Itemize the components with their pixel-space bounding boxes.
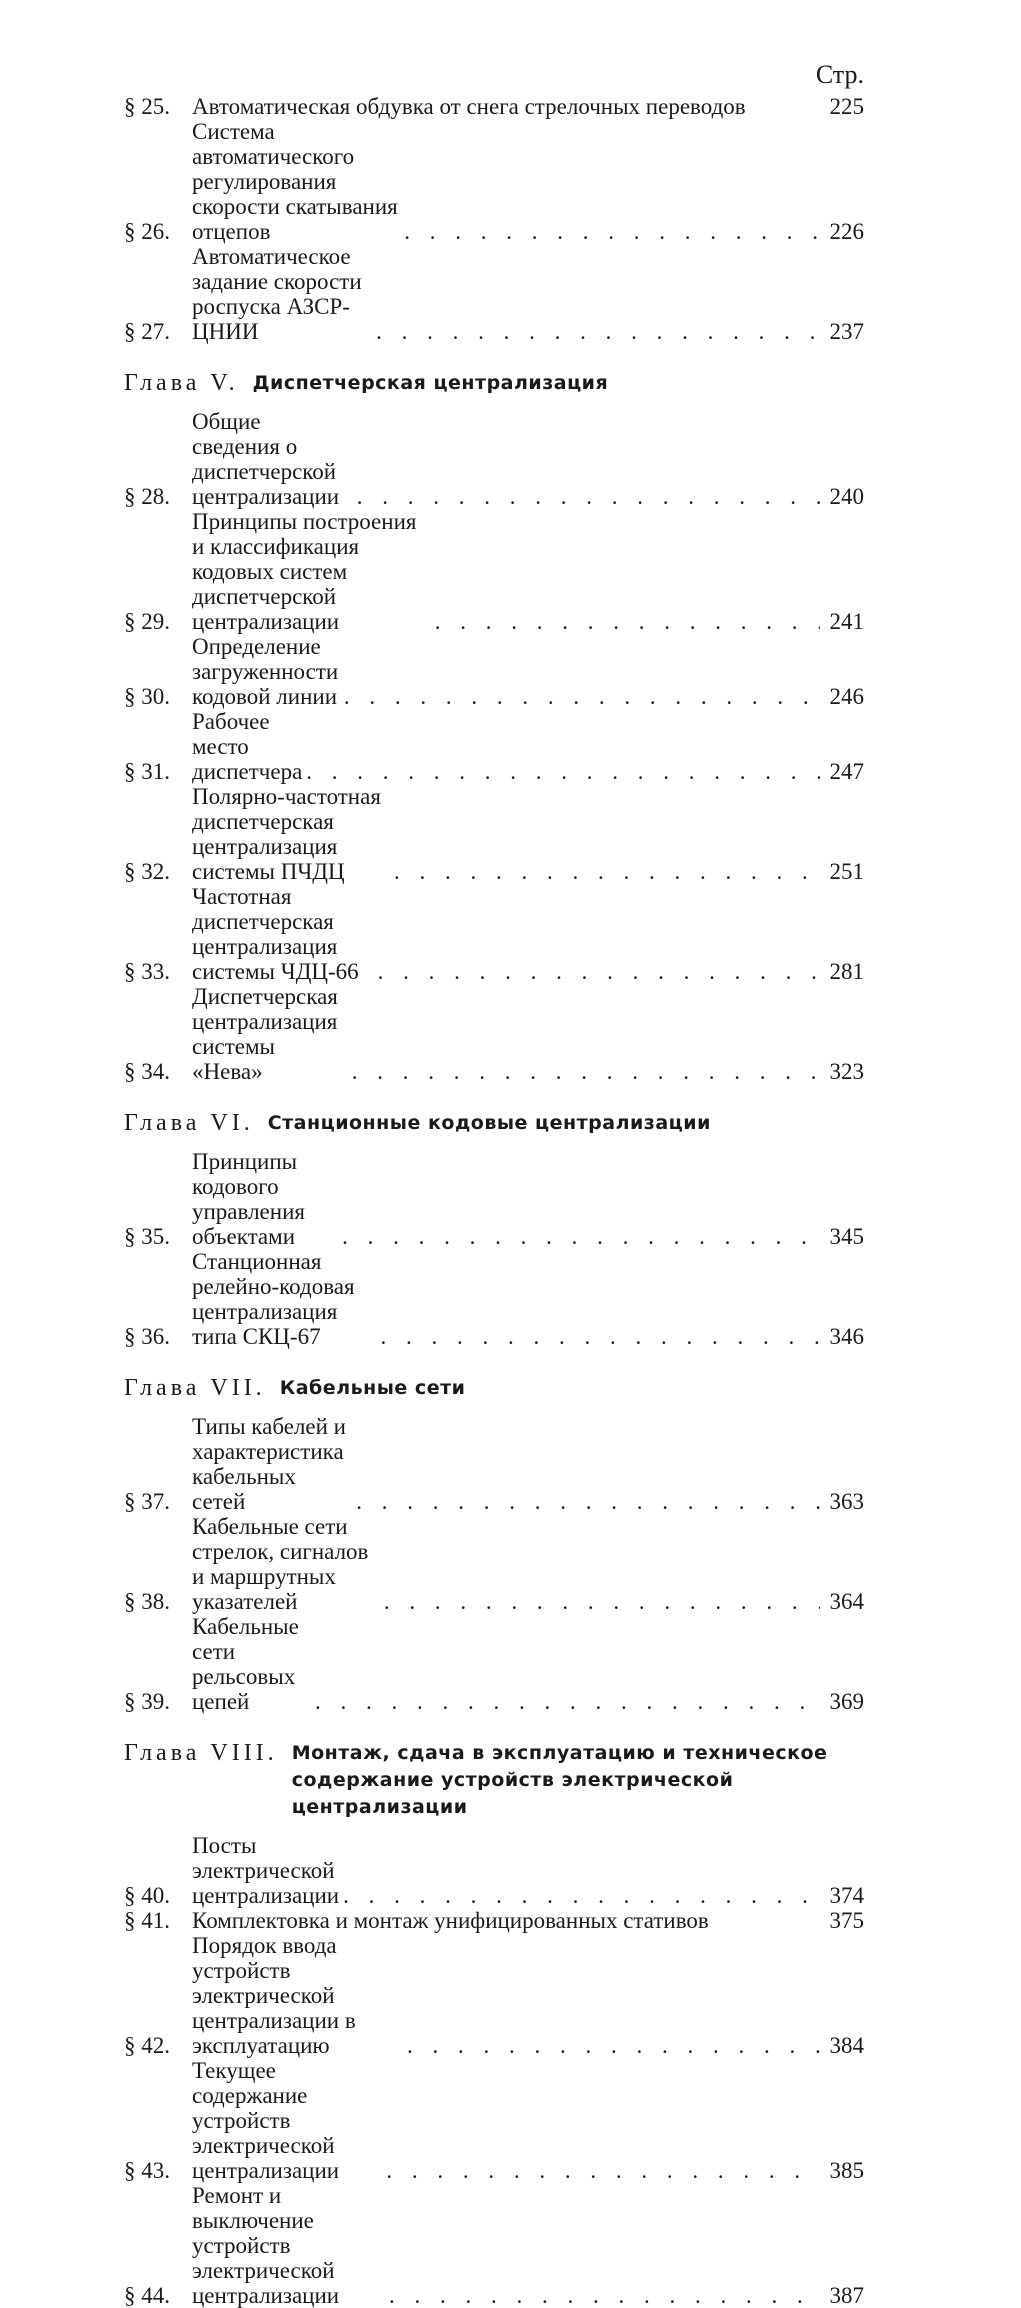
dot-leader bbox=[353, 484, 820, 509]
entry-body bbox=[192, 2183, 820, 2308]
entry-body bbox=[192, 634, 820, 709]
section-title: Кабельные сети стрелок, сигналов и маршрутных указателей bbox=[192, 1514, 369, 1614]
toc-entry bbox=[124, 1908, 864, 1933]
chapter-label: Глава VII. bbox=[124, 1375, 266, 1401]
entry-body bbox=[192, 409, 820, 509]
section-number: § 38. bbox=[124, 1589, 170, 1614]
toc-entry bbox=[124, 409, 864, 509]
section-number: § 29. bbox=[124, 609, 170, 634]
entry-body bbox=[192, 509, 820, 634]
dot-leader bbox=[348, 1059, 820, 1084]
table-of-contents bbox=[124, 94, 864, 2308]
section-number: § 41. bbox=[124, 1908, 170, 1933]
chapter-title: Монтаж, сдача в эксплуатацию и техническое содержание устройств электрической централизации bbox=[291, 1742, 828, 1818]
toc-entry bbox=[124, 2183, 864, 2308]
toc-entry bbox=[124, 244, 864, 344]
section-number: § 27. bbox=[124, 319, 170, 344]
chapter-title: Диспетчерская централизация bbox=[252, 372, 609, 394]
section-number: § 43. bbox=[124, 2158, 170, 2183]
entry-body bbox=[192, 984, 820, 1084]
toc-entry bbox=[124, 984, 864, 1084]
toc-page bbox=[124, 60, 864, 2308]
section-number: § 28. bbox=[124, 484, 170, 509]
section-number: § 37. bbox=[124, 1489, 170, 1514]
toc-entry bbox=[124, 784, 864, 884]
page-number: 237 bbox=[829, 319, 864, 344]
toc-entry bbox=[124, 1614, 864, 1714]
section-title: Принципы кодового управления объектами bbox=[192, 1149, 305, 1249]
toc-entry bbox=[124, 509, 864, 634]
page-number: 364 bbox=[829, 1589, 864, 1614]
dot-leader bbox=[372, 319, 820, 344]
toc-entry bbox=[124, 119, 864, 244]
page-number: 385 bbox=[829, 2158, 864, 2183]
section-number: § 26. bbox=[124, 219, 170, 244]
page-number: 251 bbox=[829, 859, 864, 884]
chapter-heading bbox=[124, 370, 864, 397]
section-title: Автоматическое задание скорости роспуска АЗСР-ЦНИИ bbox=[192, 244, 362, 344]
entry-body bbox=[192, 1414, 820, 1514]
section-number: § 42. bbox=[124, 2033, 170, 2058]
toc-entry bbox=[124, 634, 864, 709]
toc-entry bbox=[124, 94, 864, 119]
dot-leader bbox=[352, 1489, 820, 1514]
dot-leader bbox=[382, 2158, 820, 2183]
section-number: § 36. bbox=[124, 1324, 170, 1349]
section-number: § 31. bbox=[124, 759, 170, 784]
section-title: Текущее содержание устройств электрической централизации bbox=[192, 2058, 340, 2183]
chapter-label: Глава V. bbox=[124, 370, 239, 396]
page-number: 363 bbox=[829, 1489, 864, 1514]
section-title: Комплектовка и монтаж унифицированных стативов bbox=[192, 1908, 709, 1933]
section-title: Порядок ввода устройств электрической централизации в эксплуатацию bbox=[192, 1933, 356, 2058]
section-title: Принципы построения и классификация кодовых систем диспетчерской централизации bbox=[192, 509, 417, 634]
chapter-heading bbox=[124, 1740, 864, 1821]
section-title: Типы кабелей и характеристика кабельных сетей bbox=[192, 1414, 346, 1514]
page-number: 225 bbox=[829, 94, 864, 119]
section-number: § 35. bbox=[124, 1224, 170, 1249]
toc-entry bbox=[124, 1149, 864, 1249]
page-number: 240 bbox=[829, 484, 864, 509]
dot-leader bbox=[374, 959, 820, 984]
section-number: § 39. bbox=[124, 1689, 170, 1714]
page-number: 387 bbox=[829, 2283, 864, 2308]
entry-body bbox=[192, 2058, 820, 2183]
section-title: Ремонт и выключение устройств электрической централизации bbox=[192, 2183, 340, 2308]
page-number: 246 bbox=[829, 684, 864, 709]
entry-body bbox=[192, 1933, 820, 2058]
section-title: Диспетчерская централизация системы «Нева» bbox=[192, 984, 338, 1084]
entry-body bbox=[192, 884, 820, 984]
chapter-label: Глава VIII. bbox=[124, 1740, 278, 1766]
entry-body bbox=[192, 1149, 820, 1249]
toc-entry bbox=[124, 709, 864, 784]
section-title: Кабельные сети рельсовых цепей bbox=[192, 1614, 299, 1714]
toc-entry bbox=[124, 1249, 864, 1349]
entry-body bbox=[192, 1908, 820, 1933]
dot-leader bbox=[302, 759, 820, 784]
section-title: Определение загруженности кодовой линии bbox=[192, 634, 339, 709]
entry-body bbox=[192, 1833, 820, 1908]
dot-leader bbox=[431, 609, 820, 634]
chapter-label: Глава VI. bbox=[124, 1110, 254, 1136]
page-number: 374 bbox=[829, 1883, 864, 1908]
page-number: 384 bbox=[829, 2033, 864, 2058]
page-number: 226 bbox=[829, 219, 864, 244]
chapter-title: Кабельные сети bbox=[279, 1377, 466, 1399]
toc-entry bbox=[124, 1933, 864, 2058]
dot-leader bbox=[380, 1589, 820, 1614]
dot-leader bbox=[385, 2283, 820, 2308]
entry-body bbox=[192, 709, 820, 784]
page-number: 345 bbox=[829, 1224, 864, 1249]
toc-entry bbox=[124, 2058, 864, 2183]
section-number: § 25. bbox=[124, 94, 170, 119]
section-number: § 30. bbox=[124, 684, 170, 709]
page-number: 346 bbox=[829, 1324, 864, 1349]
dot-leader bbox=[339, 1883, 820, 1908]
dot-leader bbox=[376, 1324, 820, 1349]
entry-body bbox=[192, 119, 820, 244]
toc-entry bbox=[124, 1833, 864, 1908]
page-number: 369 bbox=[829, 1689, 864, 1714]
toc-entry bbox=[124, 884, 864, 984]
page-number: 247 bbox=[829, 759, 864, 784]
chapter-title: Станционные кодовые централизации bbox=[267, 1112, 711, 1134]
entry-body bbox=[192, 1614, 820, 1714]
dot-leader bbox=[311, 1689, 820, 1714]
dot-leader bbox=[400, 219, 820, 244]
chapter-heading bbox=[124, 1375, 864, 1402]
section-number: § 32. bbox=[124, 859, 170, 884]
entry-body bbox=[192, 1514, 820, 1614]
section-number: § 33. bbox=[124, 959, 170, 984]
section-number: § 40. bbox=[124, 1883, 170, 1908]
page-number: 375 bbox=[829, 1908, 864, 1933]
chapter-heading bbox=[124, 1110, 864, 1137]
dot-leader bbox=[390, 859, 820, 884]
section-title: Система автоматического регулирования скорости скатывания отцепов bbox=[192, 119, 398, 244]
entry-body bbox=[192, 784, 820, 884]
section-title: Полярно-частотная диспетчерская централизация системы ПЧДЦ bbox=[192, 784, 381, 884]
toc-entry bbox=[124, 1414, 864, 1514]
page-column-label: Стр. bbox=[815, 60, 864, 89]
section-title: Станционная релейно-кодовая централизация типа СКЦ-67 bbox=[192, 1249, 355, 1349]
section-title: Посты электрической централизации bbox=[192, 1833, 340, 1908]
section-number: § 44. bbox=[124, 2283, 170, 2308]
section-title: Общие сведения о диспетчерской централизации bbox=[192, 409, 340, 509]
page-number: 323 bbox=[829, 1059, 864, 1084]
dot-leader bbox=[403, 2033, 820, 2058]
toc-entry bbox=[124, 1514, 864, 1614]
page-number: 281 bbox=[829, 959, 864, 984]
entry-body bbox=[192, 94, 820, 119]
section-title: Частотная диспетчерская централизация системы ЧДЦ-66 bbox=[192, 884, 359, 984]
dot-leader bbox=[338, 1224, 820, 1249]
dot-leader bbox=[340, 684, 820, 709]
section-number: § 34. bbox=[124, 1059, 170, 1084]
entry-body bbox=[192, 244, 820, 344]
section-title: Автоматическая обдувка от снега стрелочных переводов bbox=[192, 94, 746, 119]
entry-body bbox=[192, 1249, 820, 1349]
page-number: 241 bbox=[829, 609, 864, 634]
section-title: Рабочее место диспетчера bbox=[192, 709, 303, 784]
